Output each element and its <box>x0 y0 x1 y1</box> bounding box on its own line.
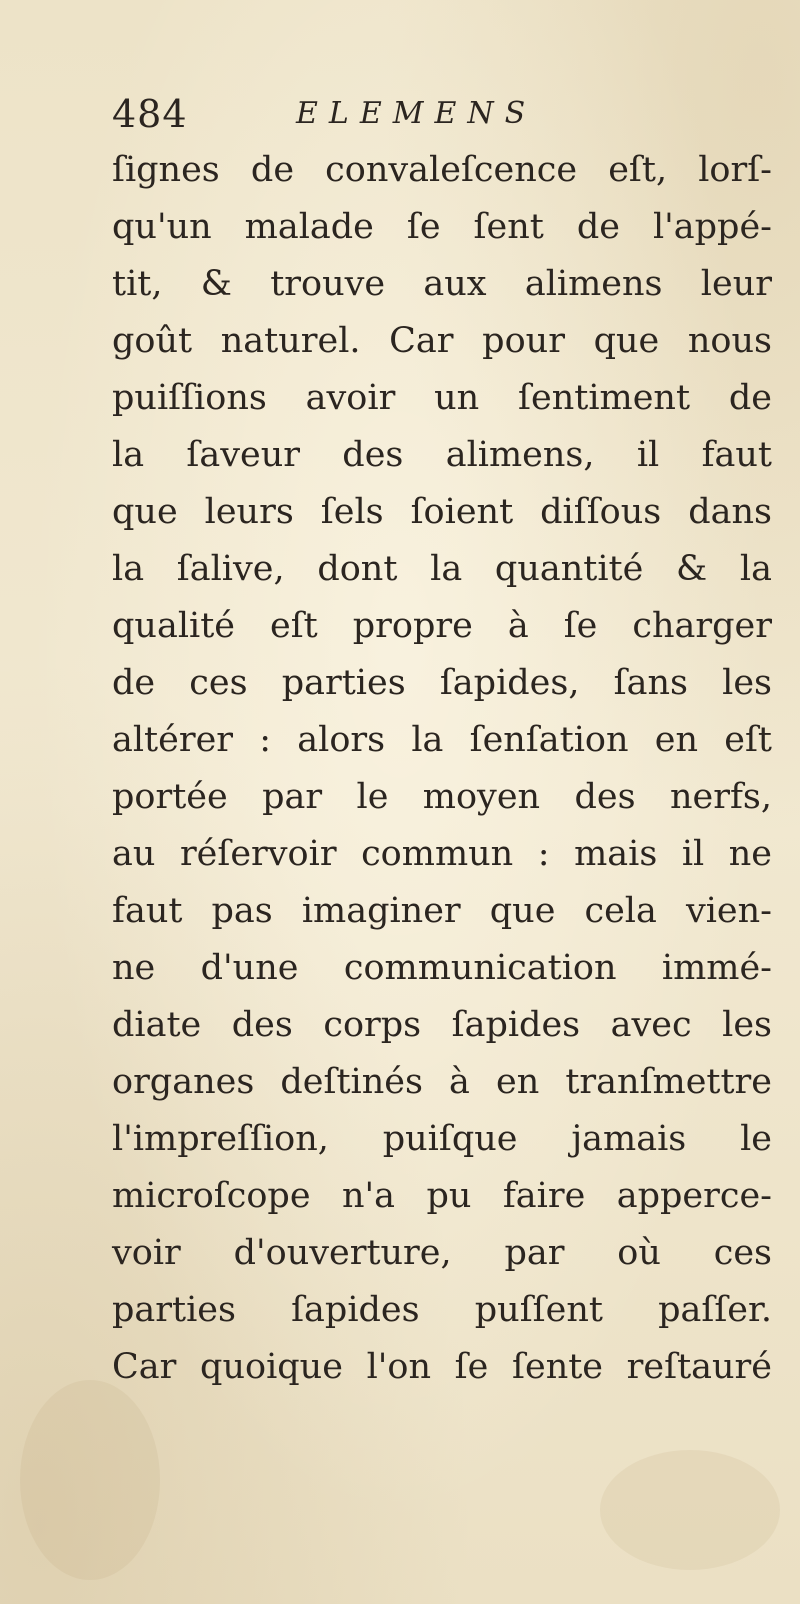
paper-stain <box>600 1450 780 1570</box>
text-line: altérer : alors la ſenſation en eſt <box>112 720 772 760</box>
text-line: faut pas imaginer que cela vien- <box>112 891 772 931</box>
text-line: parties ſapides puſſent paſſer. <box>112 1290 772 1330</box>
text-line: qualité eſt propre à ſe charger <box>112 606 772 646</box>
text-line: puiſſions avoir un ſentiment de <box>112 378 772 418</box>
paper-stain <box>20 1380 160 1580</box>
text-line: Car quoique l'on ſe ſente reſtauré <box>112 1347 772 1387</box>
text-line: la ſalive, dont la quantité & la <box>112 549 772 589</box>
text-line: goût naturel. Car pour que nous <box>112 321 772 361</box>
text-line: voir d'ouverture, par où ces <box>112 1233 772 1273</box>
text-line: diate des corps ſapides avec les <box>112 1005 772 1045</box>
text-line: organes deſtinés à en tranſmettre <box>112 1062 772 1102</box>
text-line: que leurs ſels ſoient diſſous dans <box>112 492 772 532</box>
running-title: ELEMENS <box>296 96 537 131</box>
text-line: qu'un malade ſe ſent de l'appé- <box>112 207 772 247</box>
text-line: ſignes de convaleſcence eſt, lorſ- <box>112 150 772 190</box>
text-line: portée par le moyen des nerfs, <box>112 777 772 817</box>
page-header <box>112 86 752 142</box>
text-line: la ſaveur des alimens, il faut <box>112 435 772 475</box>
text-line: l'impreſſion, puiſque jamais le <box>112 1119 772 1159</box>
text-line: au réſervoir commun : mais il ne <box>112 834 772 874</box>
text-line: de ces parties ſapides, ſans les <box>112 663 772 703</box>
text-line: tit, & trouve aux alimens leur <box>112 264 772 304</box>
text-line: ne d'une communication immé- <box>112 948 772 988</box>
body-text <box>112 142 772 1396</box>
text-line: microſcope n'a pu faire apperce- <box>112 1176 772 1216</box>
page-number: 484 <box>112 92 188 136</box>
